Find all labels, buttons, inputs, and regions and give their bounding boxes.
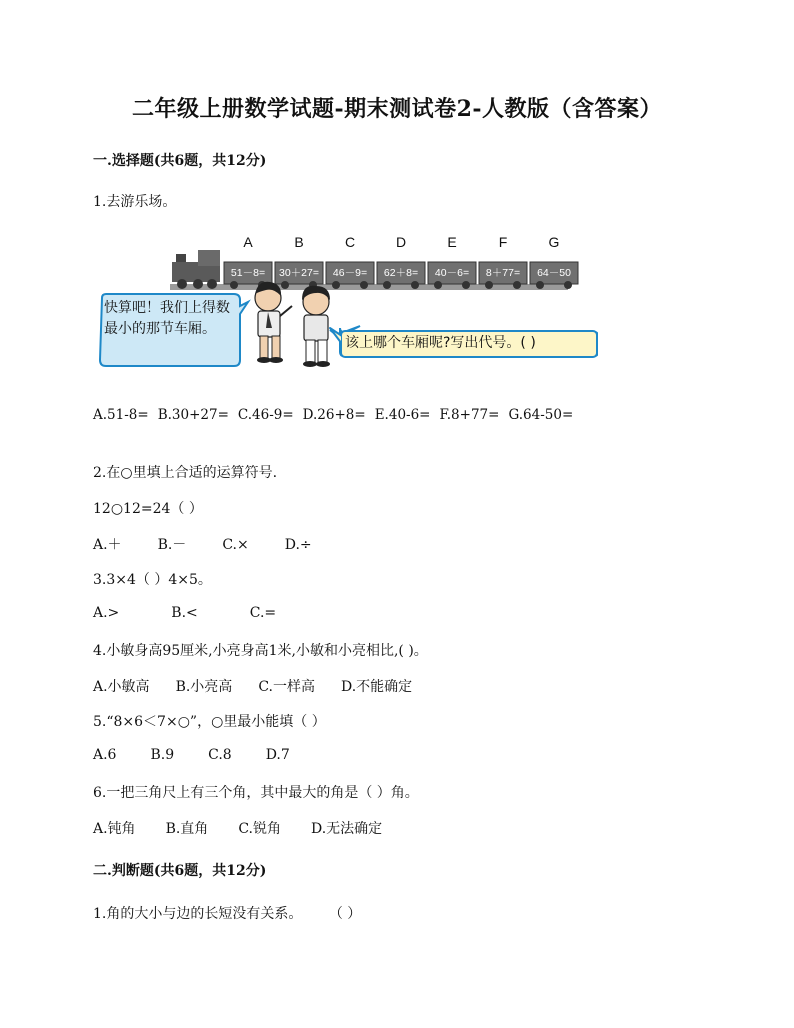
option-item: A.> bbox=[93, 605, 120, 621]
train-car-letter: B bbox=[294, 234, 304, 250]
train-car-letter: E bbox=[447, 234, 457, 250]
question-1-options bbox=[93, 407, 582, 423]
train-wheel bbox=[411, 281, 419, 289]
option-item: C.锐角 bbox=[238, 821, 281, 837]
train-car-label: 51－8= bbox=[230, 267, 266, 279]
judgment-1 bbox=[93, 903, 361, 923]
option-item: B.－ bbox=[157, 537, 187, 553]
question-6-options bbox=[93, 818, 412, 838]
option-item: A.＋ bbox=[93, 537, 122, 553]
train-wheel bbox=[485, 281, 493, 289]
option-item: G.64-50= bbox=[508, 407, 574, 423]
option-item: B.9 bbox=[150, 747, 175, 763]
option-item: B.直角 bbox=[165, 821, 209, 837]
question-4-options bbox=[93, 676, 438, 696]
train-car-label: 64－50 bbox=[537, 267, 571, 279]
train-car-letter: A bbox=[243, 234, 253, 250]
train-wheel bbox=[230, 281, 238, 289]
train-car-letter: F bbox=[498, 234, 508, 250]
question-6: 6.一把三角尺上有三个角，其中最大的角是（ ）角。 bbox=[93, 785, 419, 801]
section-heading-judgment: 二.判断题(共6题，共12分) bbox=[93, 863, 267, 879]
train-car-letter: C bbox=[344, 234, 356, 250]
locomotive bbox=[172, 250, 220, 289]
question-5: 5.“8×6＜7×○”，○里最小能填（ ） bbox=[93, 714, 326, 730]
option-item: B.< bbox=[171, 605, 198, 621]
option-item: C.= bbox=[249, 605, 277, 621]
section-heading-choice: 一.选择题(共6题，共12分) bbox=[93, 153, 267, 169]
train-wheel bbox=[281, 281, 289, 289]
option-item: B.30+27= bbox=[157, 407, 229, 423]
train-wheel bbox=[332, 281, 340, 289]
train-car-label: 30＋27= bbox=[279, 267, 319, 279]
train-wheel bbox=[513, 281, 521, 289]
train-wheel bbox=[383, 281, 391, 289]
train-car-label: 8＋77= bbox=[485, 267, 521, 279]
question-3: 3.3×4（ ）4×5。 bbox=[93, 572, 212, 588]
train-car-label: 46－9= bbox=[332, 267, 368, 279]
option-item: C.46-9= bbox=[237, 407, 294, 423]
train-wheel bbox=[462, 281, 470, 289]
option-item: E.40-6= bbox=[374, 407, 431, 423]
question-5-options bbox=[93, 747, 324, 763]
option-item: D.26+8= bbox=[302, 407, 366, 423]
option-item: A.钝角 bbox=[93, 821, 136, 837]
option-item: C.× bbox=[222, 537, 249, 553]
option-item: C.一样高 bbox=[258, 679, 315, 695]
question-2: 2.在○里填上合适的运算符号. bbox=[93, 465, 278, 481]
train-car-label: 40－6= bbox=[434, 267, 470, 279]
bubble-left-text: 快算吧！我们上得数最小的那节车厢。 bbox=[104, 300, 230, 337]
option-item: D.不能确定 bbox=[340, 679, 413, 695]
option-item: A.小敏高 bbox=[93, 679, 150, 695]
option-item: D.÷ bbox=[284, 537, 312, 553]
boy-left-figure bbox=[255, 282, 292, 363]
train-wheel bbox=[434, 281, 442, 289]
bubble-right-text: 该上哪个车厢呢?写出代号。( ) bbox=[345, 335, 536, 351]
option-item: F.8+77= bbox=[439, 407, 500, 423]
option-item: C.8 bbox=[208, 747, 232, 763]
option-item: D.7 bbox=[265, 747, 290, 763]
option-item: A.6 bbox=[93, 747, 117, 763]
judgment-1-blank: （ ） bbox=[328, 906, 362, 922]
question-4: 4.小敏身高95厘米,小亮身高1米,小敏和小亮相比,( )。 bbox=[93, 643, 428, 659]
boy-right-figure bbox=[302, 286, 330, 367]
question-2-options bbox=[93, 534, 348, 554]
question-1: 1.去游乐场。 bbox=[93, 194, 177, 210]
judgment-1-text: 1.角的大小与边的长短没有关系。 bbox=[93, 906, 303, 922]
train-wheel bbox=[360, 281, 368, 289]
option-item: B.小亮高 bbox=[175, 679, 233, 695]
option-item: D.无法确定 bbox=[310, 821, 383, 837]
question-3-options bbox=[93, 605, 328, 621]
train-car-letter: D bbox=[395, 234, 407, 250]
train-car-letter: G bbox=[548, 234, 560, 250]
train-wheel bbox=[564, 281, 572, 289]
train-car-label: 62＋8= bbox=[383, 267, 419, 279]
question-2-expression: 12○12=24（ ） bbox=[93, 501, 203, 517]
train-wheel bbox=[536, 281, 544, 289]
page-title: 二年级上册数学试题-期末测试卷2-人教版（含答案） bbox=[131, 96, 663, 122]
option-item: A.51-8= bbox=[93, 407, 149, 423]
